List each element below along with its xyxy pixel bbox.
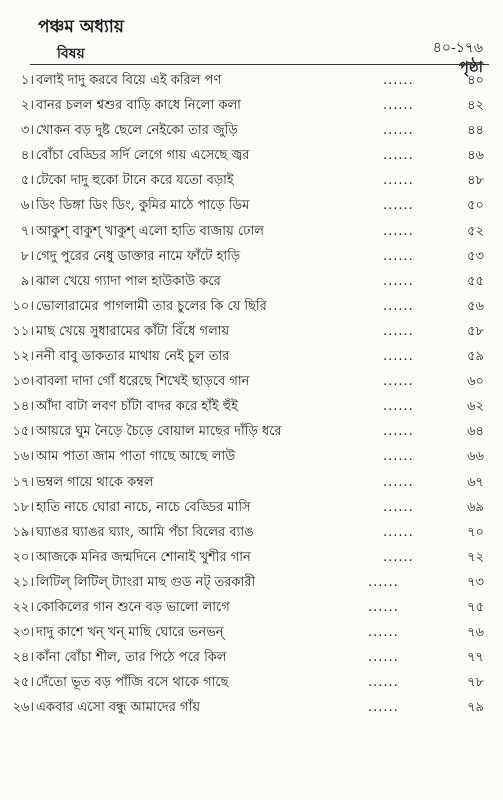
- entry-number: ৬।: [20, 198, 34, 214]
- dot-leader: ......: [383, 223, 414, 239]
- toc-entry: [0, 470, 503, 495]
- entry-number: ২৫।: [12, 675, 34, 691]
- entry-number: ২৩।: [12, 625, 34, 641]
- dot-leader: ......: [368, 650, 399, 666]
- entry-number: ৮।: [20, 248, 34, 264]
- toc-entry: [0, 319, 503, 344]
- page-range: ৪০-১৭৬: [432, 40, 483, 56]
- entry-number: ২৬।: [12, 700, 34, 716]
- entry-number: ১০।: [12, 298, 34, 314]
- entry-title: বানর চলল শ্বশুর বাড়ি কাধে নিলো কলা: [36, 98, 241, 114]
- entry-title: ঝাল খেয়ে গ্যাদা পাল হাউকাউ করে: [36, 273, 221, 289]
- dot-leader: ......: [383, 424, 414, 440]
- entry-number: ৪।: [20, 148, 34, 164]
- entry-number: ২০।: [12, 549, 34, 565]
- entry-title: আঁদা বাটা লবণ চাঁটা বাদর করে হাঁই হুঁই: [36, 399, 238, 415]
- entry-page-number: ৬০: [467, 374, 484, 390]
- entry-number: ১৬।: [12, 449, 34, 465]
- entry-title: ভম্বল গায়ে থাকে কম্বল: [36, 474, 154, 490]
- entry-page-number: ৭৩: [467, 574, 484, 590]
- entry-number: ১৩।: [12, 374, 34, 390]
- toc-entry: [0, 193, 503, 218]
- entry-page-number: ৪৮: [467, 173, 484, 189]
- entry-page-number: ৪০: [467, 73, 484, 88]
- entry-page-number: ৫৩: [467, 248, 484, 264]
- entry-title: ঘ্যাঙর ঘ্যাঙর ঘ্যাং, আমি পঁচা বিলের ব্যাঙ: [36, 524, 254, 540]
- dot-leader: ......: [383, 374, 414, 390]
- entry-number: ১২।: [12, 349, 34, 365]
- dot-leader: ......: [368, 574, 399, 590]
- entry-number: ১৪।: [12, 399, 34, 415]
- dot-leader: ......: [368, 625, 399, 641]
- chapter-title: পঞ্চম অধ্যায়: [38, 17, 124, 37]
- entry-number: ১৫।: [12, 424, 34, 440]
- entry-number: ২২।: [12, 599, 34, 615]
- dot-leader: ......: [383, 73, 414, 88]
- dot-leader: ......: [383, 198, 414, 214]
- entry-title: একবার এসো বন্ধু আমাদের গাঁয়: [36, 700, 200, 716]
- toc-entry: [0, 369, 503, 394]
- entry-page-number: ৬৭: [467, 474, 484, 490]
- entry-page-number: ৭৭: [467, 650, 484, 666]
- toc-entry: [0, 444, 503, 469]
- toc-entry: [0, 294, 503, 319]
- entry-page-number: ৭৮: [467, 675, 484, 691]
- entry-page-number: ৭০: [467, 524, 484, 540]
- entry-page-number: ৫৯: [467, 349, 484, 365]
- entry-page-number: ৭২: [467, 549, 484, 565]
- entry-page-number: ৭৬: [467, 625, 484, 641]
- toc-entry: [0, 495, 503, 520]
- toc-entry: [0, 695, 503, 720]
- toc-entry: [0, 620, 503, 645]
- dot-leader: ......: [383, 449, 414, 465]
- entry-title: খোকন বড় দুষ্ট ছেলে নেইকো তার জুড়ি: [36, 123, 238, 139]
- toc-entry: [0, 645, 503, 670]
- entry-page-number: ৫০: [467, 198, 484, 214]
- entry-title: বলাই দাদু করবে বিয়ে এই করিল পণ: [36, 73, 222, 88]
- dot-leader: ......: [383, 173, 414, 189]
- dot-leader: ......: [383, 248, 414, 264]
- toc-entry: [0, 118, 503, 143]
- dot-leader: ......: [383, 524, 414, 540]
- toc-entry: [0, 595, 503, 620]
- toc-list: [0, 68, 503, 720]
- toc-entry: [0, 344, 503, 369]
- entry-title: টেকো দাদু হুকো টানে করে যতো বড়াই: [36, 173, 234, 189]
- toc-entry: [0, 244, 503, 269]
- entry-page-number: ৬২: [467, 399, 484, 415]
- toc-entry: [0, 143, 503, 168]
- toc-entry: [0, 269, 503, 294]
- toc-entry: [0, 219, 503, 244]
- toc-entry: [0, 545, 503, 570]
- dot-leader: ......: [383, 323, 414, 339]
- dot-leader: ......: [383, 499, 414, 515]
- entry-title: আম পাতা জাম পাতা গাছে আছে লাউ: [36, 449, 236, 465]
- dot-leader: ......: [383, 298, 414, 314]
- dot-leader: ......: [383, 148, 414, 164]
- entry-title: দেঁতো ভূত বড় পাঁজি বসে থাকে গাছে: [36, 675, 229, 691]
- dot-leader: ......: [383, 349, 414, 365]
- entry-title: লিটিল্ লিটিল্ ট্যাংরা মাছ গুড নট্ তরকারী: [36, 574, 256, 590]
- entry-title: মাছ খেয়ে সুধারামের কাঁটা বিঁধে গলায়: [36, 323, 230, 339]
- toc-entry: [0, 419, 503, 444]
- entry-title: বাবলা দাদা গোঁ ধরেছে শিখেই ছাড়বে গান: [36, 374, 250, 390]
- entry-page-number: ৬৯: [467, 499, 484, 515]
- entry-title: কোকিলের গান শুনে বড় ভালো লাগে: [36, 599, 230, 615]
- entry-number: ১৯।: [12, 524, 34, 540]
- entry-page-number: ৬৬: [467, 449, 484, 465]
- entry-number: ৩।: [20, 123, 34, 139]
- toc-entry: [0, 570, 503, 595]
- entry-title: ভোলারামের পাগলামী তার চুলের কি যে ছিরি: [36, 298, 267, 314]
- entry-number: ১।: [20, 73, 34, 88]
- dot-leader: ......: [383, 273, 414, 289]
- entry-title: দাদু কাশে খন্ খন্ মাছি ঘোরে ভনভন্: [36, 625, 224, 641]
- entry-page-number: ৬৪: [467, 424, 484, 440]
- dot-leader: ......: [383, 474, 414, 490]
- entry-title: হাতি নাচে ঘোরা নাচে, নাচে বেড্ডির মাসি: [36, 499, 251, 515]
- entry-title: কাঁনা বোঁচা শীল, তার পিঠে পরে কিল: [36, 650, 227, 666]
- entry-title: আকুশ্ বাকুশ্ খাকুশ্ এলো হাতি বাজায় ঢোল: [36, 223, 264, 239]
- toc-entry: [0, 93, 503, 118]
- toc-entry: [0, 670, 503, 695]
- toc-entry: [0, 68, 503, 93]
- entry-page-number: ৭৫: [467, 599, 484, 615]
- dot-leader: ......: [368, 675, 399, 691]
- entry-number: ১৭।: [12, 474, 34, 490]
- dot-leader: ......: [383, 399, 414, 415]
- header-divider: [30, 64, 489, 65]
- column-header-subject: বিষয়: [57, 46, 85, 62]
- dot-leader: ......: [383, 98, 414, 114]
- toc-entry: [0, 168, 503, 193]
- entry-number: ৯।: [20, 273, 34, 289]
- toc-entry: [0, 394, 503, 419]
- entry-title: ননী বাবু ডাকতার মাথায় নেই চুল তার: [36, 349, 230, 365]
- entry-title: গেদু পুরের নেধু ডাক্তার নামে ফাঁটে হাড়ি: [36, 248, 241, 264]
- entry-number: ২।: [20, 98, 34, 114]
- entry-number: ৫।: [20, 173, 34, 189]
- entry-number: ২৪।: [12, 650, 34, 666]
- entry-title: আয়রে ঘুম নৈড়ে চৈড়ে বোয়াল মাছের দাঁড়ি ধরে: [36, 424, 282, 440]
- dot-leader: ......: [383, 549, 414, 565]
- entry-title: বোঁচা বেড্ডির সর্দি লেগে গায় এসেছে জ্বর: [36, 148, 250, 164]
- entry-number: ১৮।: [12, 499, 34, 515]
- entry-page-number: ৪৪: [467, 123, 484, 139]
- entry-page-number: ৫৫: [467, 273, 484, 289]
- entry-page-number: ৪২: [467, 98, 484, 114]
- entry-page-number: ৫৮: [467, 323, 484, 339]
- entry-number: ৭।: [20, 223, 34, 239]
- entry-title: ডিং ডিঙ্গা ডিং ডিং, কুমির মাঠে পাড়ে ডিম: [36, 198, 250, 214]
- dot-leader: ......: [368, 599, 399, 615]
- entry-number: ১১।: [12, 323, 34, 339]
- entry-page-number: ৭৯: [467, 700, 484, 716]
- dot-leader: ......: [383, 123, 414, 139]
- dot-leader: ......: [368, 700, 399, 716]
- entry-page-number: ৪৬: [467, 148, 484, 164]
- column-header-page: পৃষ্ঠা: [458, 58, 483, 76]
- entry-page-number: ৫২: [467, 223, 484, 239]
- entry-title: আজকে মনির জন্মদিনে শোনাই খুশীর গান: [36, 549, 251, 565]
- toc-entry: [0, 520, 503, 545]
- entry-page-number: ৫৬: [467, 298, 484, 314]
- entry-number: ২১।: [12, 574, 34, 590]
